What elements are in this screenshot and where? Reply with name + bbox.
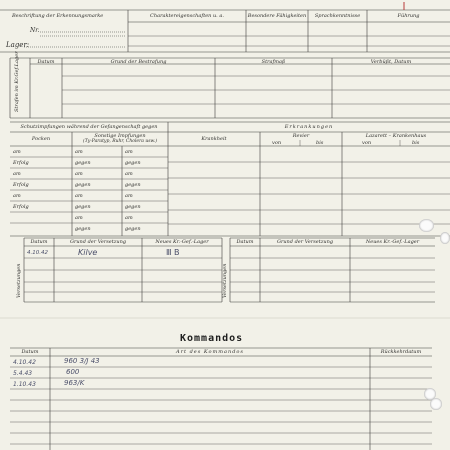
abilities-label: Besondere Fähigkeiten [247, 13, 307, 19]
vaccination-title: Schutzimpfungen während der Gefangenschaft gegen [20, 124, 158, 130]
transfers-col-new-camp: Neues Kr.-Gef.-Lager [365, 239, 420, 245]
kommandos-col-type: Art des Kommandos [176, 349, 244, 355]
transfers-col-new-camp: Neues Kr.-Gef.-Lager [155, 239, 209, 245]
vacc-row-am: am [125, 193, 133, 199]
transfer-entry-reason: Kilve [78, 248, 98, 257]
transfers-col-date: Datum [236, 239, 254, 245]
kommando-entry-type: 963/K [64, 379, 85, 387]
kommando-entry-type: 600 [66, 368, 80, 376]
punch-hole [419, 219, 434, 232]
punishments-side-label: Strafen im Kr.Gef.Lager [14, 51, 20, 112]
vacc-row-am: am [75, 215, 83, 221]
vaccination-col-other-sub: (Ty-Paratyp, Ruhr, Cholera usw.) [82, 139, 158, 144]
vacc-row-am: am [125, 215, 133, 221]
illness-revier-von: von [272, 140, 282, 146]
vacc-row-erfolg: Erfolg [13, 204, 29, 210]
vacc-row-gegen: gegen [125, 182, 141, 188]
transfers-col-date: Datum [30, 239, 48, 245]
illness-revier-bis: bis [316, 140, 324, 146]
vacc-row-erfolg: Erfolg [13, 182, 29, 188]
illness-lazarett-von: von [362, 140, 372, 146]
transfers-side-label: Versetzungen [222, 263, 228, 298]
kommandos-col-return: Rückkehrdatum [380, 349, 422, 355]
vacc-row-am: am [13, 193, 21, 199]
vacc-row-gegen: gegen [125, 226, 141, 232]
languages-label: Sprachkenntnisse [314, 13, 361, 19]
vacc-row-am: am [125, 149, 133, 155]
punch-hole [430, 398, 442, 410]
vacc-row-am: am [125, 171, 133, 177]
transfers-col-reason: Grund der Versetzung [69, 239, 127, 245]
vaccination-col-pocken: Pocken [31, 136, 51, 142]
identity-label: Beschriftung der Erkennungsmarke [12, 13, 104, 19]
leadership-label: Führung [397, 13, 420, 19]
kommandos-title: Kommandos [180, 333, 244, 344]
illness-col-revier: Revier [292, 133, 310, 139]
vacc-row-am: am [75, 193, 83, 199]
vacc-row-am: am [75, 149, 83, 155]
kommando-entry-date: 1.10.43 [13, 381, 36, 388]
kommandos-col-date: Datum [21, 349, 39, 355]
vaccination-col-other: Sonstige Impfungen [94, 133, 146, 139]
vacc-row-am: am [13, 149, 21, 155]
vacc-row-gegen: gegen [75, 226, 91, 232]
kommando-entry-date: 4.10.42 [13, 359, 36, 366]
character-label: Charaktereigenschaften u. a. [150, 13, 224, 19]
transfer-entry-date: 4.10.42 [27, 250, 48, 256]
vacc-row-gegen: gegen [125, 160, 141, 166]
punishments-col-date: Datum [37, 59, 55, 65]
punishments-col-penalty: Strafmaß [261, 59, 286, 65]
nr-label: Nr. [30, 27, 40, 34]
illness-title: Erkrankungen [284, 124, 334, 130]
punch-hole [440, 232, 450, 244]
transfers-col-reason: Grund der Versetzung [276, 239, 334, 245]
vacc-row-erfolg: Erfolg [13, 160, 29, 166]
vacc-row-gegen: gegen [75, 182, 91, 188]
vacc-row-gegen: gegen [125, 204, 141, 210]
illness-col-illness: Krankheit [201, 136, 227, 142]
kommando-entry-type: 960 3/J 43 [64, 357, 100, 365]
vacc-row-gegen: gegen [75, 204, 91, 210]
punishments-col-reason: Grund der Bestrafung [110, 59, 167, 65]
camp-label: Lager: [6, 41, 30, 49]
punishments-col-served: Verbüßt, Datum [370, 59, 412, 65]
kommando-entry-date: 5.4.43 [13, 370, 33, 377]
illness-col-lazarett: Lazarett – Krankenhaus [365, 133, 427, 139]
vacc-row-gegen: gegen [75, 160, 91, 166]
transfers-side-label: Versetzungen [16, 263, 22, 298]
transfer-entry-camp: Ⅲ B [166, 248, 180, 257]
illness-lazarett-bis: bis [412, 140, 420, 146]
vacc-row-am: am [13, 171, 21, 177]
vacc-row-am: am [75, 171, 83, 177]
